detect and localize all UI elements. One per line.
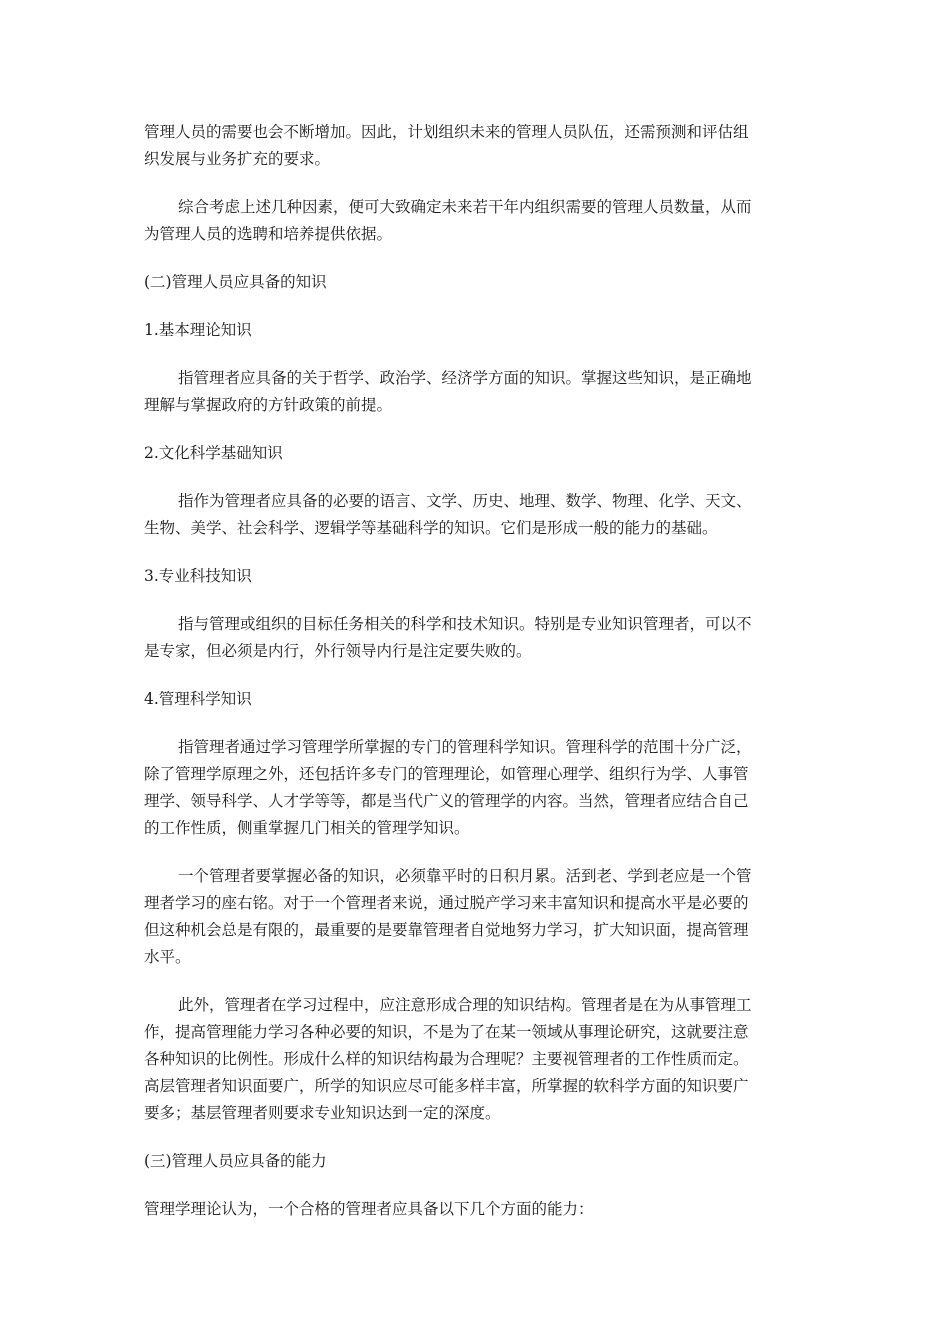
- text-line: 作，提高管理能力学习各种必要的知识，不是为了在某一领域从事理论研究，这就要注意: [144, 1023, 749, 1041]
- text-line: 但这种机会总是有限的，最重要的是要靠管理者自觉地努力学习，扩大知识面，提高管理: [144, 921, 749, 939]
- paragraph: [144, 863, 812, 971]
- section-heading: [144, 269, 812, 296]
- text-line: 指管理者应具备的关于哲学、政治学、经济学方面的知识。掌握这些知识，是正确地: [178, 369, 752, 387]
- text-line: 的工作性质，侧重掌握几门相关的管理学知识。: [144, 819, 470, 837]
- text-line: 为管理人员的选聘和培养提供依据。: [144, 225, 393, 243]
- section-heading: [144, 1196, 812, 1223]
- text-line: 3.专业科技知识: [144, 567, 252, 585]
- paragraph: [144, 611, 812, 665]
- paragraph: [144, 488, 812, 542]
- text-line: 生物、美学、社会科学、逻辑学等基础科学的知识。它们是形成一般的能力的基础。: [144, 519, 718, 537]
- text-line: 除了管理学原理之外，还包括许多专门的管理理论，如管理心理学、组织行为学、人事管: [144, 765, 749, 783]
- section-heading: [144, 317, 812, 344]
- text-line: (三)管理人员应具备的能力: [144, 1152, 327, 1170]
- text-line: 水平。: [144, 948, 191, 966]
- section-heading: [144, 563, 812, 590]
- paragraph: [144, 992, 812, 1127]
- paragraph: [144, 365, 812, 419]
- text-line: 一个管理者要掌握必备的知识，必须靠平时的日积月累。活到老、学到老应是一个管: [178, 867, 752, 885]
- paragraph: [144, 734, 812, 842]
- text-line: 各种知识的比例性。形成什么样的知识结构最为合理呢？主要视管理者的工作性质而定。: [144, 1050, 749, 1068]
- text-line: (二)管理人员应具备的知识: [144, 273, 327, 291]
- text-line: 理解与掌握政府的方针政策的前提。: [144, 396, 393, 414]
- text-line: 指与管理或组织的目标任务相关的科学和技术知识。特别是专业知识管理者，可以不: [178, 615, 752, 633]
- text-line: 指作为管理者应具备的必要的语言、文学、历史、地理、数学、物理、化学、天文、: [178, 492, 752, 510]
- section-heading: [144, 1148, 812, 1175]
- text-line: 指管理者通过学习管理学所掌握的专门的管理科学知识。管理科学的范围十分广泛，: [178, 738, 752, 756]
- section-heading: [144, 686, 812, 713]
- text-line: 理者学习的座右铭。对于一个管理者来说，通过脱产学习来丰富知识和提高水平是必要的: [144, 894, 749, 912]
- paragraph: [144, 119, 812, 173]
- section-heading: [144, 440, 812, 467]
- text-line: 织发展与业务扩充的要求。: [144, 150, 331, 168]
- text-line: 理学、领导科学、人才学等等，都是当代广义的管理学的内容。当然，管理者应结合自己: [144, 792, 749, 810]
- text-line: 4.管理科学知识: [144, 690, 252, 708]
- text-line: 2.文化科学基础知识: [144, 444, 283, 462]
- paragraph: [144, 194, 812, 248]
- text-line: 要多；基层管理者则要求专业知识达到一定的深度。: [144, 1104, 501, 1122]
- document-page: [144, 119, 812, 1244]
- text-line: 管理学理论认为，一个合格的管理者应具备以下几个方面的能力：: [144, 1200, 594, 1218]
- text-line: 综合考虑上述几种因素，便可大致确定未来若干年内组织需要的管理人员数量，从而: [178, 198, 752, 216]
- text-line: 此外，管理者在学习过程中，应注意形成合理的知识结构。管理者是在为从事管理工: [178, 996, 752, 1014]
- text-line: 高层管理者知识面要广，所学的知识应尽可能多样丰富，所掌握的软科学方面的知识要广: [144, 1077, 749, 1095]
- text-line: 管理人员的需要也会不断增加。因此，计划组织未来的管理人员队伍，还需预测和评估组: [144, 123, 749, 141]
- text-line: 1.基本理论知识: [144, 321, 252, 339]
- text-line: 是专家，但必须是内行，外行领导内行是注定要失败的。: [144, 642, 532, 660]
